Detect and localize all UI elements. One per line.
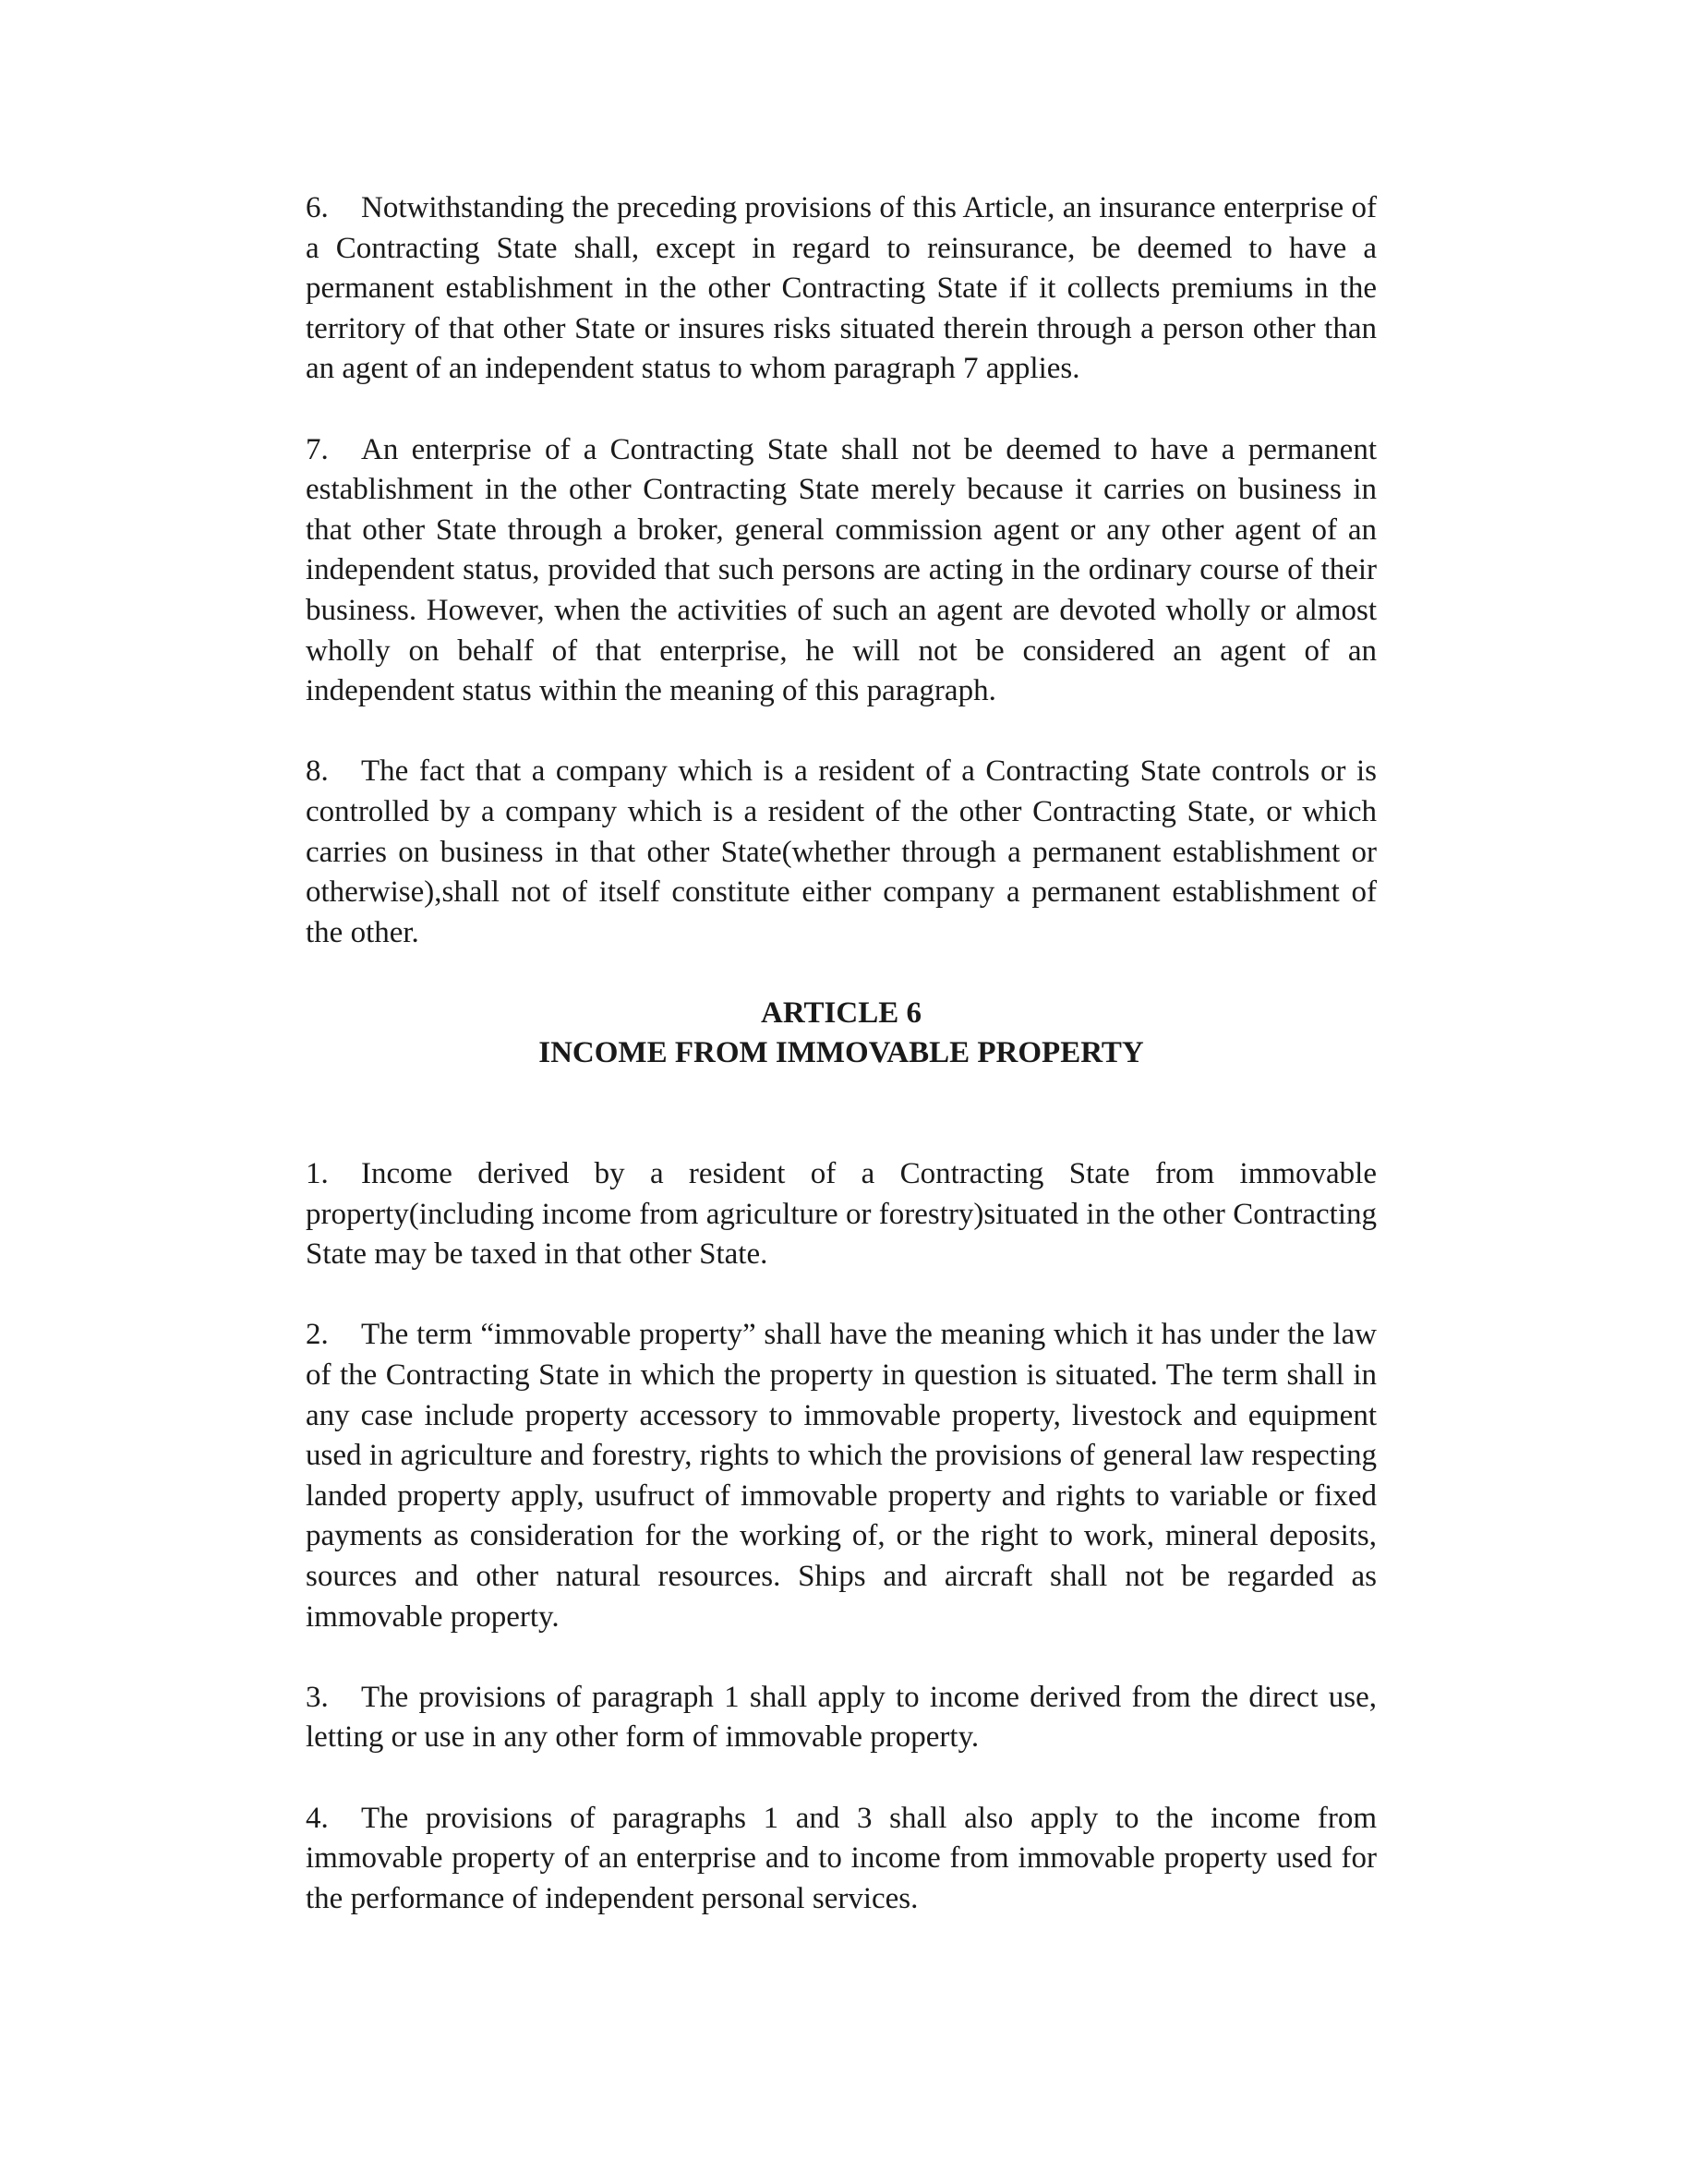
article6-paragraph-3 bbox=[306, 1678, 1377, 1758]
paragraph-number: 2. bbox=[306, 1318, 329, 1352]
article6-paragraph-1 bbox=[306, 1154, 1377, 1275]
article-number: ARTICLE 6 bbox=[761, 995, 922, 1030]
paragraph-text: An enterprise of a Contracting State shall not be deemed to have a permanent establishment in the other Contracting State merely because it carries on business in that other State through a broker, general commission agent or any other agent of an independent status, provided that such persons are acting in the ordinary course of their business. However, when the activities of such an agent are devoted wholly or almost wholly on behalf of that enterprise, he will not be considered an agent of an independent status within the meaning of this paragraph. bbox=[306, 432, 1377, 708]
article6-paragraph-4 bbox=[306, 1799, 1377, 1920]
paragraph-spacer bbox=[306, 1275, 1377, 1316]
paragraph-text: The provisions of paragraphs 1 and 3 shall also apply to the income from immovable property of an enterprise and to income from immovable property used for the performance of independent personal services. bbox=[306, 1801, 1377, 1915]
paragraph-number: 8. bbox=[306, 754, 329, 789]
paragraph-number: 7. bbox=[306, 432, 329, 466]
paragraph-8 bbox=[306, 752, 1377, 953]
paragraph-text: Notwithstanding the preceding provisions of this Article, an insurance enterprise of a Contracting State shall, except in regard to reinsurance, be deemed to have a permanent establishment in the other Contracting State if it collects premiums in the territory of that other State or insures risks situated therein through a person other than an agent of an independent status to whom paragraph 7 applies. bbox=[306, 191, 1377, 386]
paragraph-number: 1. bbox=[306, 1157, 329, 1191]
paragraph-number: 4. bbox=[306, 1801, 329, 1835]
paragraph-text: The term “immovable property” shall have the meaning which it has under the law of the Contracting State in which the property in question is situated. The term shall in any case include property accessory to immovable property, livestock and equipment used in agriculture and forestry, rights to which the provisions of general law respecting landed property apply, usufruct of immovable property and rights to variable or fixed payments as consideration for the working of, or the right to work, mineral deposits, sources and other natural resources. Ships and aircraft shall not be regarded as immovable property. bbox=[306, 1318, 1377, 1634]
paragraph-number: 6. bbox=[306, 191, 329, 224]
paragraph-text: Income derived by a resident of a Contracting State from immovable property(including income from agriculture or forestry)situated in the other Contracting State may be taxed in that other State. bbox=[306, 1157, 1377, 1272]
paragraph-number: 3. bbox=[306, 1680, 329, 1714]
paragraph-spacer bbox=[306, 1637, 1377, 1678]
paragraph-spacer bbox=[306, 390, 1377, 430]
paragraph-text: The fact that a company which is a resident of a Contracting State controls or is controlled by a company which is a resident of the other Contracting State, or which carries on business in that other State(whether through a permanent establishment or otherwise),shall not of itself constitute either company a permanent establishment of the other. bbox=[306, 754, 1377, 949]
paragraph-6 bbox=[306, 188, 1377, 390]
paragraph-spacer bbox=[306, 1758, 1377, 1799]
paragraph-text: The provisions of paragraph 1 shall apply to income derived from the direct use, letting or use in any other form of immovable property. bbox=[306, 1680, 1377, 1755]
article-title: INCOME FROM IMMOVABLE PROPERTY bbox=[538, 1036, 1144, 1070]
paragraph-7 bbox=[306, 430, 1377, 712]
heading-spacer bbox=[306, 1074, 1377, 1154]
paragraph-spacer bbox=[306, 712, 1377, 753]
page-content bbox=[306, 188, 1377, 1919]
paragraph-spacer bbox=[306, 953, 1377, 994]
article6-paragraph-2 bbox=[306, 1315, 1377, 1637]
